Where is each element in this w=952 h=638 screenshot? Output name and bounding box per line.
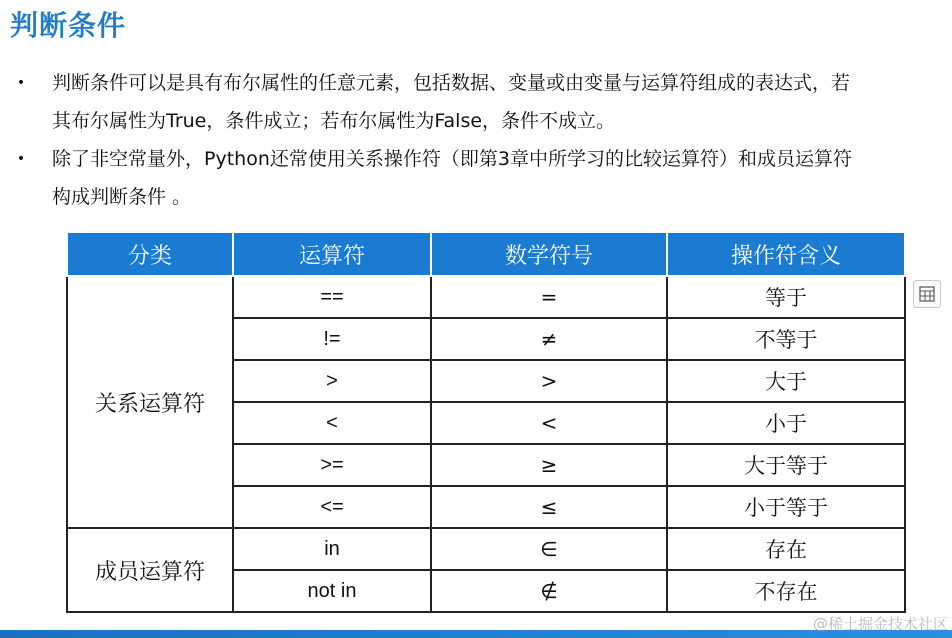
operator-table bbox=[66, 233, 906, 613]
meaning-cell: 不存在 bbox=[667, 570, 905, 612]
bullet-line: 构成判断条件 。 bbox=[52, 186, 192, 208]
symbol-cell: ∈ bbox=[431, 528, 667, 570]
operator-cell: in bbox=[233, 528, 431, 570]
operator-cell: <= bbox=[233, 486, 431, 528]
meaning-cell: 大于 bbox=[667, 360, 905, 402]
table-insert-icon[interactable] bbox=[913, 280, 941, 308]
meaning-cell: 不等于 bbox=[667, 318, 905, 360]
category-cell: 关系运算符 bbox=[67, 276, 233, 528]
meaning-cell: 小于等于 bbox=[667, 486, 905, 528]
operator-cell: > bbox=[233, 360, 431, 402]
header-operator: 运算符 bbox=[233, 233, 431, 276]
header-category: 分类 bbox=[67, 233, 233, 276]
operator-cell: != bbox=[233, 318, 431, 360]
category-cell: 成员运算符 bbox=[67, 528, 233, 612]
symbol-cell: ≤ bbox=[431, 486, 667, 528]
operator-cell: < bbox=[233, 402, 431, 444]
bullet-line: 其布尔属性为True，条件成立；若布尔属性为False，条件不成立。 bbox=[52, 110, 616, 132]
bottom-accent-bar bbox=[0, 630, 952, 638]
symbol-cell: < bbox=[431, 402, 667, 444]
table-row bbox=[67, 528, 905, 570]
header-meaning: 操作符含义 bbox=[667, 233, 905, 276]
symbol-cell: ≠ bbox=[431, 318, 667, 360]
symbol-cell: > bbox=[431, 360, 667, 402]
table-row bbox=[67, 276, 905, 318]
meaning-cell: 小于 bbox=[667, 402, 905, 444]
bullet-dot-icon: • bbox=[16, 75, 26, 91]
table-header-row bbox=[67, 233, 905, 276]
watermark: @稀土掘金技术社区 bbox=[812, 615, 948, 633]
bullet-dot-icon: • bbox=[16, 151, 26, 167]
slide-title: 判断条件 bbox=[10, 9, 127, 42]
operator-cell: == bbox=[233, 276, 431, 318]
bullet-list bbox=[16, 64, 946, 216]
table-insert-icon-glyph bbox=[919, 286, 935, 302]
header-math-symbol: 数学符号 bbox=[431, 233, 667, 276]
bullet-line: 判断条件可以是具有布尔属性的任意元素，包括数据、变量或由变量与运算符组成的表达式，若 bbox=[52, 72, 851, 94]
meaning-cell: 存在 bbox=[667, 528, 905, 570]
operator-cell: not in bbox=[233, 570, 431, 612]
symbol-cell: ∉ bbox=[431, 570, 667, 612]
bullet-item bbox=[16, 64, 946, 140]
bullet-line: 除了非空常量外，Python还常使用关系操作符（即第3章中所学习的比较运算符）和成员运算符 bbox=[52, 148, 852, 170]
symbol-cell: ≥ bbox=[431, 444, 667, 486]
operator-cell: >= bbox=[233, 444, 431, 486]
meaning-cell: 等于 bbox=[667, 276, 905, 318]
meaning-cell: 大于等于 bbox=[667, 444, 905, 486]
bullet-item bbox=[16, 140, 946, 216]
symbol-cell: = bbox=[431, 276, 667, 318]
